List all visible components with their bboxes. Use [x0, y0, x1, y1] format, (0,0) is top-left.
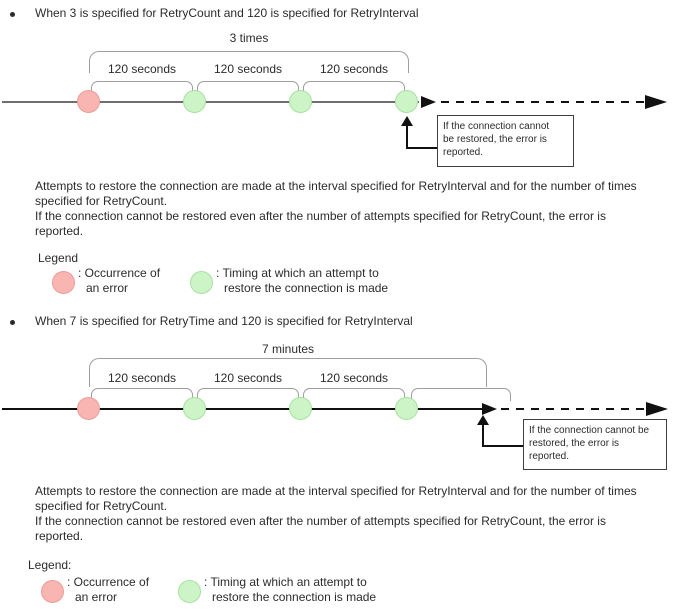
- timeline-end-arrowhead-icon: [646, 402, 668, 416]
- retry-attempt-dot: [183, 397, 206, 420]
- legend-retry-dot: [190, 271, 213, 294]
- callout-line: If the connection cannot: [443, 121, 550, 132]
- interval-bracket: [91, 388, 193, 401]
- interval-bracket: [303, 388, 405, 401]
- retrytime-description: [35, 484, 641, 544]
- section-heading-retrytime: When 7 is specified for RetryTime and 120 is specified for RetryInterval: [35, 314, 413, 328]
- legend-error-line1: : Occurrence of: [67, 575, 150, 589]
- bullet-marker: [10, 320, 15, 325]
- legend-retry-label: [216, 266, 388, 296]
- retry-attempt-dot: [183, 90, 206, 113]
- timeline-arrowhead-icon: [482, 403, 497, 415]
- interval-label: 120 seconds: [319, 371, 389, 385]
- description-sentence: If the connection cannot be restored even after the number of attempts specified for RetryCount, the error is reported.: [35, 209, 606, 238]
- legend-retrycount: [0, 251, 673, 301]
- timeline: [2, 101, 419, 103]
- interval-label: 120 seconds: [107, 62, 177, 76]
- legend-retrytime: [0, 558, 673, 613]
- description-sentence: Attempts to restore the connection are made at the interval specified for RetryInterval and for the number of times specified for RetryCount.: [35, 484, 637, 513]
- error-occurrence-dot: [77, 397, 100, 420]
- callout-line: be restored, the error is: [443, 134, 547, 145]
- retrycount-description: [35, 179, 641, 239]
- callout-connector-horizontal: [406, 147, 437, 149]
- timeline-dashed: [501, 408, 645, 410]
- retrycount-timeline-diagram: [0, 28, 673, 178]
- error-reported-callout: [437, 115, 574, 167]
- legend-retry-line1: : Timing at which an attempt to: [216, 266, 379, 280]
- retry-attempt-dot: [289, 90, 312, 113]
- legend-error-line1: : Occurrence of: [78, 266, 161, 280]
- legend-error-dot: [52, 271, 75, 294]
- timeline-dashed: [441, 101, 644, 103]
- callout-connector-vertical: [482, 424, 484, 447]
- description-sentence: If the connection cannot be restored even after the number of attempts specified for RetryCount, the error is reported.: [35, 514, 606, 543]
- interval-label: 120 seconds: [107, 371, 177, 385]
- legend-error-line2: an error: [75, 590, 118, 604]
- error-reported-callout: [523, 419, 667, 470]
- interval-label: 120 seconds: [213, 62, 283, 76]
- legend-retry-line2: restore the connection is made: [212, 590, 377, 604]
- legend-title: Legend: [38, 251, 79, 265]
- section-heading-retrycount: When 3 is specified for RetryCount and 120 is specified for RetryInterval: [35, 6, 419, 20]
- interval-bracket: [303, 81, 405, 94]
- callout-line: If the connection cannot be: [529, 425, 650, 436]
- span-time-label: 7 minutes: [261, 342, 315, 356]
- timeline-end-arrowhead-icon: [645, 95, 667, 109]
- timeline-arrowhead-icon: [421, 96, 436, 108]
- span-count-label: 3 times: [229, 31, 269, 45]
- legend-error-dot: [41, 580, 64, 603]
- interval-label: 120 seconds: [213, 371, 283, 385]
- partial-interval-bracket: [411, 388, 511, 401]
- legend-retry-line2: restore the connection is made: [224, 281, 389, 295]
- callout-connector-horizontal: [482, 445, 523, 447]
- legend-error-line2: an error: [86, 281, 129, 295]
- retry-attempt-dot: [395, 90, 418, 113]
- legend-error-label: [67, 575, 149, 605]
- callout-line: restored, the error is: [529, 438, 620, 449]
- callout-line: reported.: [443, 147, 484, 158]
- description-sentence: Attempts to restore the connection are made at the interval specified for RetryInterval and for the number of times specified for RetryCount.: [35, 179, 637, 208]
- retry-attempt-dot: [395, 397, 418, 420]
- legend-retry-line1: : Timing at which an attempt to: [204, 575, 367, 589]
- interval-bracket: [91, 81, 193, 94]
- legend-retry-label: [204, 575, 376, 605]
- callout-connector-vertical: [406, 125, 408, 149]
- callout-line: reported.: [529, 451, 570, 462]
- retrytime-timeline-diagram: [0, 336, 673, 486]
- legend-error-label: [78, 266, 160, 296]
- interval-label: 120 seconds: [319, 62, 389, 76]
- error-occurrence-dot: [77, 90, 100, 113]
- retry-attempt-dot: [289, 397, 312, 420]
- interval-bracket: [197, 388, 299, 401]
- legend-retry-dot: [178, 580, 201, 603]
- legend-title: Legend:: [28, 558, 72, 572]
- interval-bracket: [197, 81, 299, 94]
- bullet-marker: [10, 12, 15, 17]
